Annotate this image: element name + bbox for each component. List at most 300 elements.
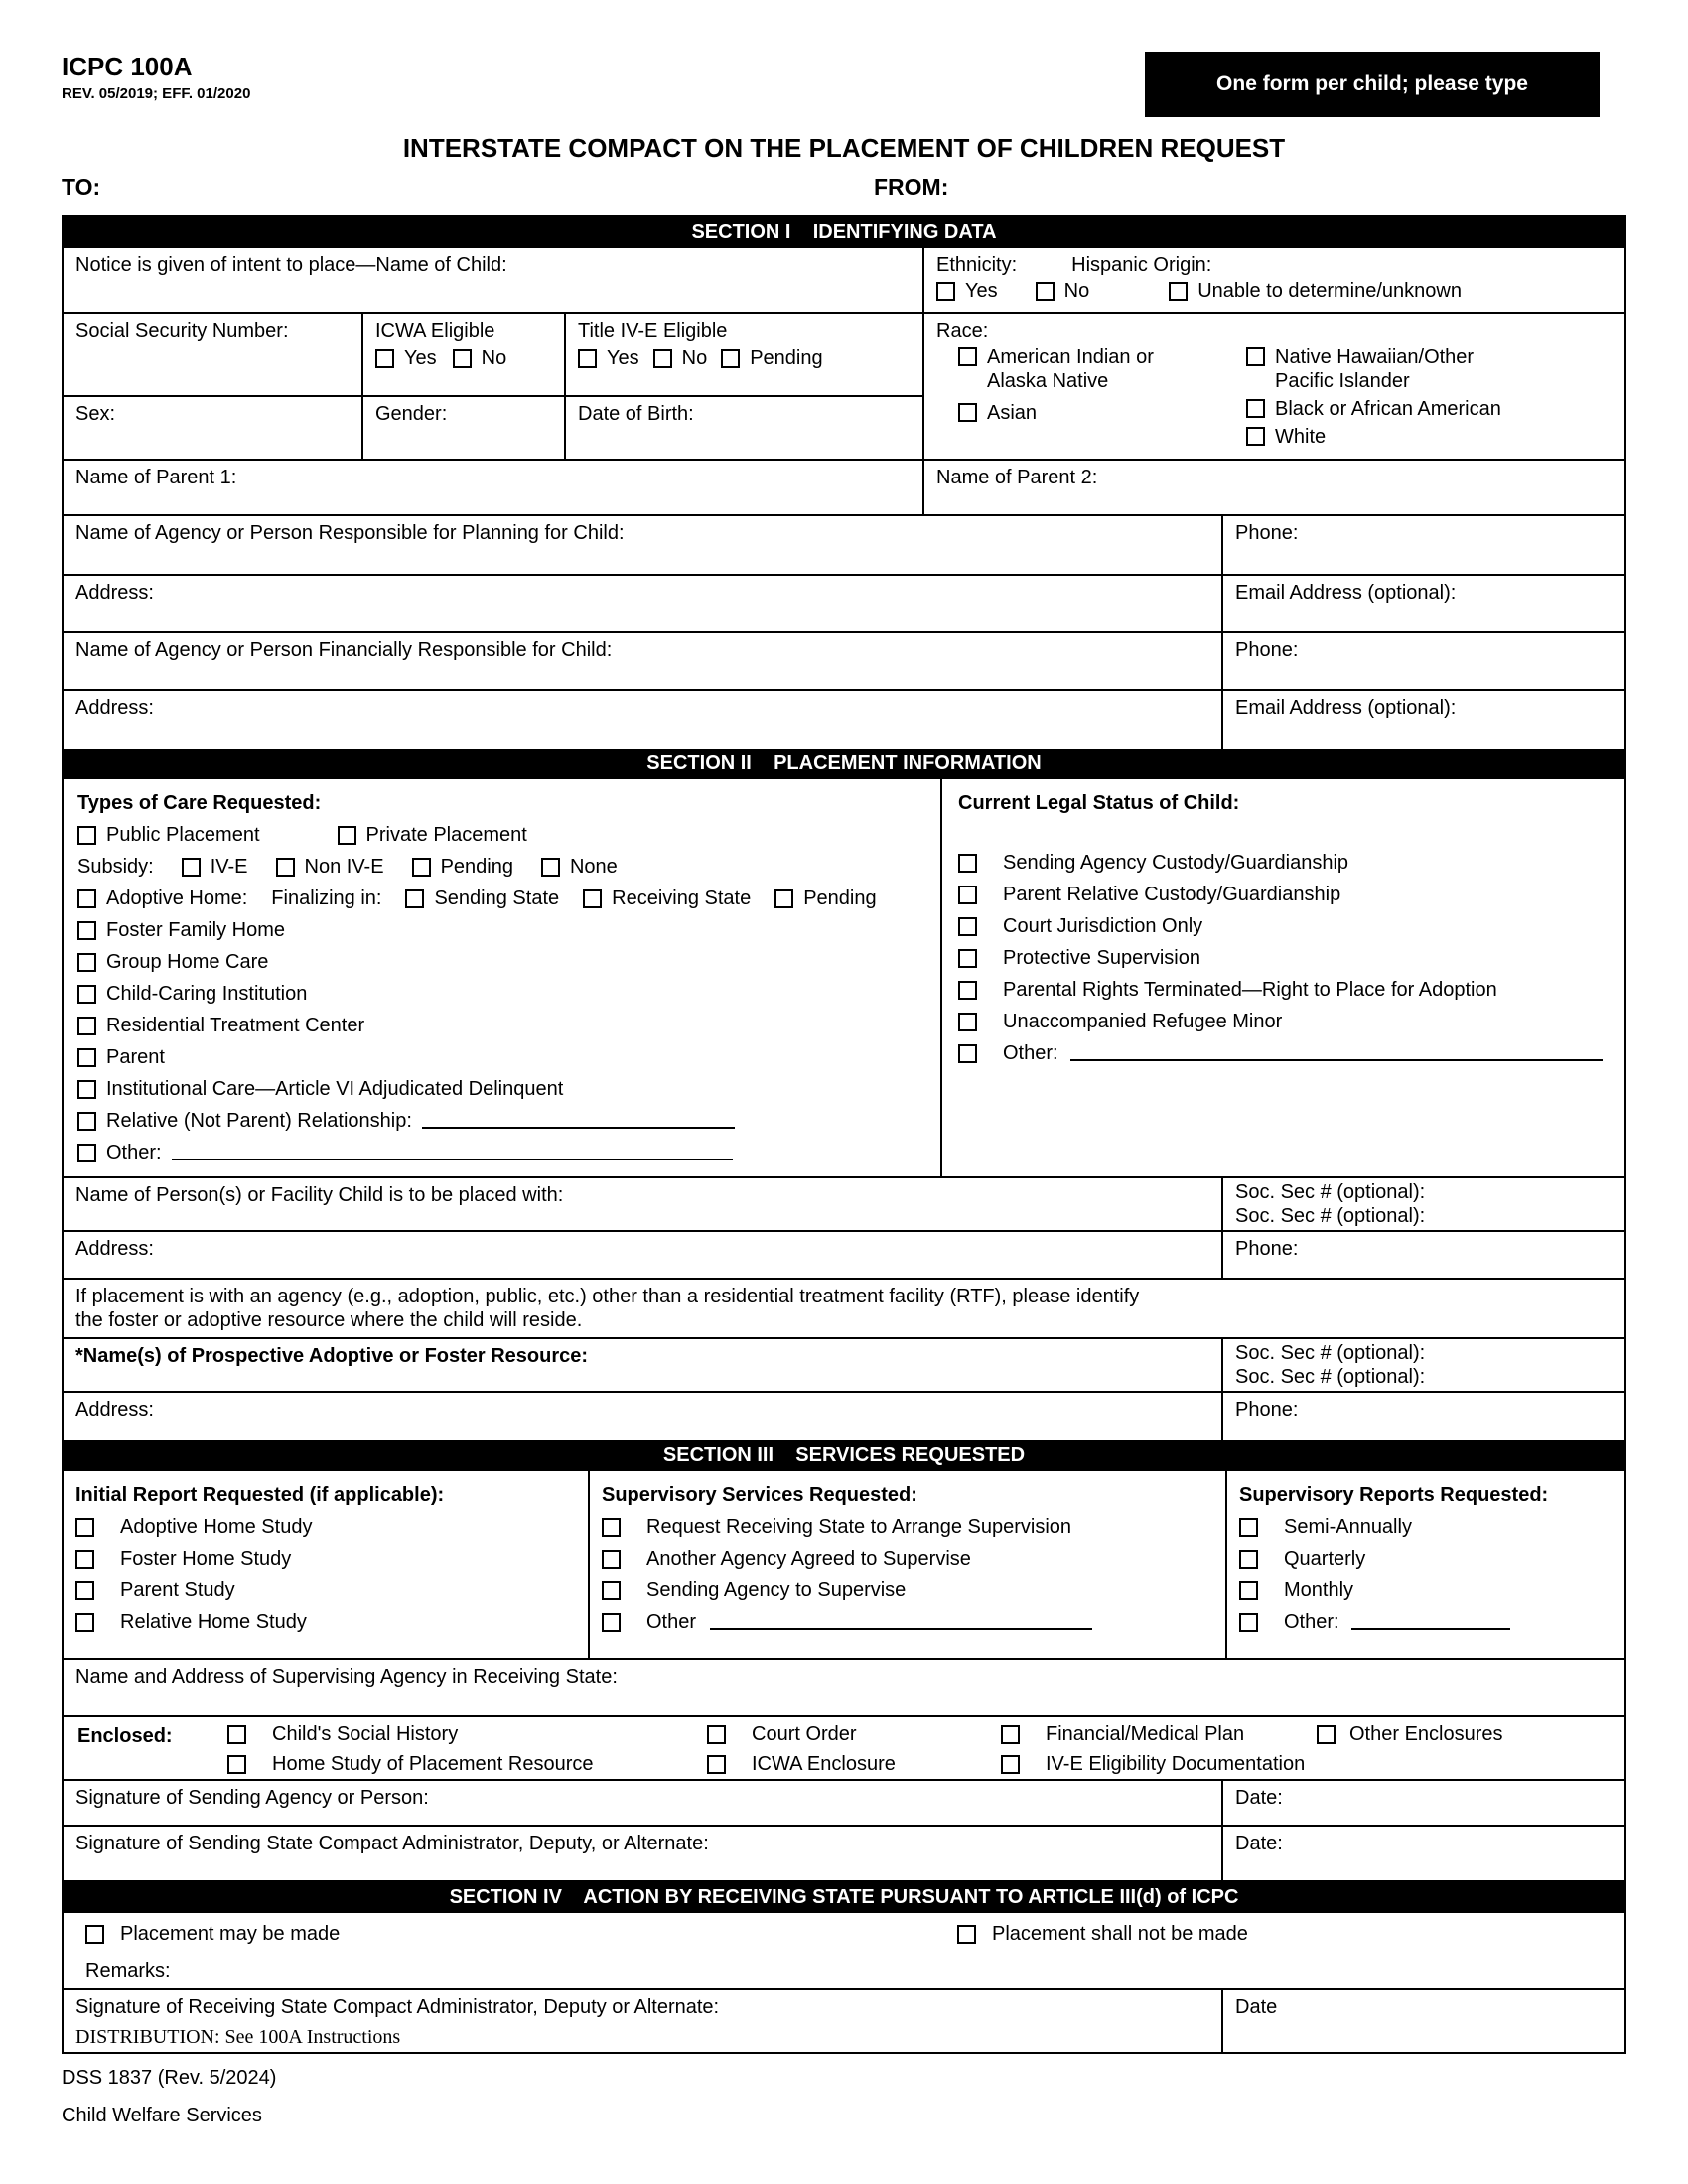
finalizing-sending-option: [405, 887, 559, 910]
placement-may-label: Placement may be made: [120, 1923, 341, 1946]
ive-no-option: [653, 346, 708, 370]
child-caring-label: Child-Caring Institution: [106, 983, 308, 1006]
placed-with-ssn-label-1: Soc. Sec # (optional):: [1235, 1181, 1426, 1204]
ive-pending-label: Pending: [750, 347, 823, 370]
parent-care-option: [77, 1045, 165, 1069]
finalizing-in-label: Finalizing in:: [271, 887, 382, 910]
legal-parent-relative-line: [958, 879, 1609, 910]
public-placement-label: Public Placement: [106, 824, 260, 847]
placement-shall-not-label: Placement shall not be made: [992, 1923, 1248, 1946]
services-other-option: [602, 1610, 696, 1634]
receiving-signature-cell[interactable]: [64, 1990, 1221, 2052]
monthly-line: [1239, 1574, 1613, 1606]
ive-documentation-label: IV-E Eligibility Documentation: [1046, 1753, 1306, 1776]
financial-agency-cell: [64, 633, 1221, 689]
foster-home-study-option: [75, 1547, 291, 1570]
ive-yes-label: Yes: [607, 347, 639, 370]
quarterly-checkbox[interactable]: [1239, 1550, 1258, 1569]
race-native-hawaiian-checkbox[interactable]: [1246, 347, 1265, 366]
initial-report-title: Initial Report Requested (if applicable):: [75, 1484, 445, 1507]
subsidy-label: Subsidy:: [77, 856, 154, 879]
financial-email-label: Email Address (optional):: [1235, 697, 1457, 720]
another-agency-line: [602, 1543, 1213, 1574]
s1-row-sex: [64, 397, 922, 459]
financial-medical-plan-label: Financial/Medical Plan: [1046, 1723, 1245, 1746]
to-label: TO:: [62, 174, 101, 201]
planning-agency-label: Name of Agency or Person Responsible for Planning for Child:: [75, 522, 625, 545]
form-table: [62, 215, 1626, 2054]
sending-agency-supervise-line: [602, 1574, 1213, 1606]
s3-row-signature-sending: [64, 1781, 1624, 1827]
parent2-cell: [922, 461, 1624, 514]
to-from-row: [62, 174, 1626, 204]
race-american-indian-checkbox[interactable]: [958, 347, 977, 366]
legal-status-list: [958, 847, 1609, 1069]
monthly-checkbox[interactable]: [1239, 1581, 1258, 1600]
section1-bar: SECTION I IDENTIFYING DATA: [64, 217, 1624, 248]
supervisory-services-col: [588, 1471, 1225, 1658]
icwa-options: [375, 342, 552, 374]
foster-family-label: Foster Family Home: [106, 919, 286, 942]
institutional-care-checkbox[interactable]: [77, 1080, 96, 1099]
relative-relationship-label: Relative (Not Parent) Relationship:: [106, 1110, 412, 1133]
s1-row-planning-address: [64, 576, 1624, 633]
supervising-agency-label: Name and Address of Supervising Agency in Receiving State:: [75, 1666, 618, 1689]
s3-services-block: [64, 1471, 1624, 1660]
subsidy-none-label: None: [569, 856, 618, 879]
social-history-option: [227, 1722, 458, 1746]
residential-treatment-line: [77, 1010, 926, 1041]
s4-row-signature: [64, 1990, 1624, 2052]
legal-sending-agency-checkbox[interactable]: [958, 854, 977, 873]
financial-medical-plan-checkbox[interactable]: [1001, 1725, 1020, 1744]
prospective-address-label: Address:: [75, 1399, 154, 1422]
s2-checkbox-block: [64, 779, 1624, 1178]
footer-form-number: DSS 1837 (Rev. 5/2024): [62, 2067, 277, 2090]
sending-signature-date-label: Date:: [1235, 1787, 1283, 1810]
race-asian-label: Asian: [987, 402, 1038, 425]
s2-row-placed-with: [64, 1178, 1624, 1232]
legal-other-label: Other:: [1003, 1042, 1058, 1065]
legal-parent-relative-option: [958, 883, 1340, 906]
financial-agency-label: Name of Agency or Person Financially Responsible for Child:: [75, 639, 613, 662]
race-black-label: Black or African American: [1275, 398, 1501, 421]
court-order-label: Court Order: [752, 1723, 857, 1746]
s2-row-prospective-address: [64, 1393, 1624, 1440]
section4-bar: SECTION IV ACTION BY RECEIVING STATE PURSUANT TO ARTICLE III(d) of ICPC: [64, 1882, 1624, 1913]
placed-with-label: Name of Person(s) or Facility Child is to be placed with:: [75, 1184, 564, 1207]
race-black-option: [1246, 397, 1613, 421]
hispanic-yes-option: [936, 279, 998, 303]
parent-study-checkbox[interactable]: [75, 1581, 94, 1600]
subsidy-none-checkbox[interactable]: [541, 858, 560, 877]
legal-rights-terminated-label: Parental Rights Terminated—Right to Place for Adoption: [1003, 979, 1497, 1002]
legal-refugee-minor-line: [958, 1006, 1609, 1037]
semi-annually-option: [1239, 1515, 1412, 1539]
section3-bar: SECTION III SERVICES REQUESTED: [64, 1440, 1624, 1471]
planning-agency-cell: [64, 516, 1221, 574]
home-study-resource-label: Home Study of Placement Resource: [272, 1753, 594, 1776]
subsidy-pending-label: Pending: [440, 856, 513, 879]
planning-phone-cell: [1221, 516, 1624, 574]
services-other-checkbox[interactable]: [602, 1613, 621, 1632]
foster-family-line: [77, 914, 926, 946]
race-white-option: [1246, 425, 1613, 449]
s1-row-financial-address: [64, 691, 1624, 749]
initial-report-col: [64, 1471, 588, 1658]
sending-agency-supervise-option: [602, 1578, 906, 1602]
foster-home-study-checkbox[interactable]: [75, 1550, 94, 1569]
placed-phone-cell: [1221, 1232, 1624, 1278]
social-history-checkbox[interactable]: [227, 1725, 246, 1744]
legal-court-jurisdiction-line: [958, 910, 1609, 942]
rtf-note-text: If placement is with an agency (e.g., adoption, public, etc.) other than a residential treatment facility (RTF), please identify the foster or adoptive resource where the child will reside.: [75, 1286, 1140, 1332]
s1-row-planning-agency: [64, 516, 1624, 576]
hispanic-no-label: No: [1063, 280, 1090, 303]
legal-refugee-minor-checkbox[interactable]: [958, 1013, 977, 1031]
legal-other-field[interactable]: [1070, 1059, 1603, 1061]
services-other-line: [602, 1606, 1213, 1638]
ive-yes-checkbox[interactable]: [578, 349, 597, 368]
enclosed-label: Enclosed:: [77, 1725, 173, 1748]
placed-with-ssn-cell: [1221, 1178, 1624, 1230]
planning-email-cell: [1221, 576, 1624, 631]
services-other-label: Other: [646, 1611, 697, 1634]
title-ive-label: Title IV-E Eligible: [578, 320, 728, 342]
parent1-cell: [64, 461, 922, 514]
legal-protective-supervision-label: Protective Supervision: [1003, 947, 1200, 970]
icwa-no-option: [453, 346, 507, 370]
hispanic-yes-label: Yes: [965, 280, 998, 303]
legal-refugee-minor-option: [958, 1010, 1282, 1033]
reports-other-option: [1239, 1610, 1339, 1634]
sending-signature-cell[interactable]: [64, 1781, 1221, 1825]
other-enclosures-checkbox[interactable]: [1317, 1725, 1336, 1744]
court-order-option: [707, 1722, 857, 1746]
ethnicity-label: Ethnicity:: [936, 254, 1018, 277]
financial-address-label: Address:: [75, 697, 154, 720]
placed-address-label: Address:: [75, 1238, 154, 1261]
adoptive-home-study-line: [75, 1511, 576, 1543]
subsidy-ive-option: [182, 855, 248, 879]
race-columns: [936, 345, 1613, 449]
sex-cell: [64, 397, 361, 459]
planning-email-label: Email Address (optional):: [1235, 582, 1457, 605]
legal-court-jurisdiction-checkbox[interactable]: [958, 917, 977, 936]
form-title: INTERSTATE COMPACT ON THE PLACEMENT OF CHILDREN REQUEST: [402, 133, 1286, 163]
sex-label: Sex:: [75, 403, 116, 426]
legal-protective-supervision-option: [958, 946, 1200, 970]
financial-phone-label: Phone:: [1235, 639, 1299, 662]
another-agency-checkbox[interactable]: [602, 1550, 621, 1569]
prospective-ssn-cell: [1221, 1339, 1624, 1391]
prospective-phone-cell: [1221, 1393, 1624, 1440]
finalizing-sending-label: Sending State: [434, 887, 560, 910]
prospective-ssn-label-1: Soc. Sec # (optional):: [1235, 1342, 1426, 1365]
icwa-no-checkbox[interactable]: [453, 349, 472, 368]
financial-address-cell: [64, 691, 1221, 749]
admin-signature-date-label: Date:: [1235, 1833, 1283, 1855]
subsidy-non-ive-label: Non IV-E: [304, 856, 384, 879]
placed-address-cell: [64, 1232, 1221, 1278]
another-agency-option: [602, 1547, 971, 1570]
reports-other-checkbox[interactable]: [1239, 1613, 1258, 1632]
subsidy-ive-checkbox[interactable]: [182, 858, 201, 877]
icwa-enclosure-option: [707, 1752, 896, 1776]
legal-status-col: [940, 779, 1624, 1176]
group-home-option: [77, 950, 268, 974]
legal-protective-supervision-checkbox[interactable]: [958, 949, 977, 968]
child-caring-line: [77, 978, 926, 1010]
sending-agency-supervise-checkbox[interactable]: [602, 1581, 621, 1600]
subsidy-pending-checkbox[interactable]: [412, 858, 431, 877]
placed-with-ssn-label-2: Soc. Sec # (optional):: [1235, 1205, 1426, 1228]
adoptive-home-study-label: Adoptive Home Study: [120, 1516, 313, 1539]
s3-row-signature-admin: [64, 1827, 1624, 1882]
race-black-checkbox[interactable]: [1246, 399, 1265, 418]
hispanic-no-checkbox[interactable]: [1036, 282, 1055, 301]
legal-rights-terminated-line: [958, 974, 1609, 1006]
private-placement-checkbox[interactable]: [338, 826, 356, 845]
subsidy-non-ive-checkbox[interactable]: [276, 858, 295, 877]
remarks-label: Remarks:: [85, 1960, 171, 1982]
race-label: Race:: [936, 320, 989, 342]
child-caring-option: [77, 982, 307, 1006]
arrange-supervision-checkbox[interactable]: [602, 1518, 621, 1537]
enclosed-row: [64, 1717, 1624, 1781]
admin-signature-label: Signature of Sending State Compact Administrator, Deputy, or Alternate:: [75, 1833, 709, 1855]
residential-treatment-label: Residential Treatment Center: [106, 1015, 365, 1037]
care-other-checkbox[interactable]: [77, 1144, 96, 1162]
s1-top-block: [64, 248, 1624, 461]
legal-refugee-minor-label: Unaccompanied Refugee Minor: [1003, 1011, 1283, 1033]
services-other-field[interactable]: [710, 1628, 1092, 1630]
legal-other-checkbox[interactable]: [958, 1044, 977, 1063]
foster-home-study-line: [75, 1543, 576, 1574]
adoptive-home-study-option: [75, 1515, 312, 1539]
relative-relationship-field[interactable]: [422, 1127, 735, 1129]
institutional-care-label: Institutional Care—Article VI Adjudicated Delinquent: [106, 1078, 564, 1101]
ive-documentation-checkbox[interactable]: [1001, 1755, 1020, 1774]
adoptive-home-checkbox[interactable]: [77, 889, 96, 908]
group-home-checkbox[interactable]: [77, 953, 96, 972]
care-other-option: [77, 1141, 162, 1164]
financial-phone-cell: [1221, 633, 1624, 689]
icwa-yes-checkbox[interactable]: [375, 349, 394, 368]
placement-may-option: [85, 1922, 340, 1946]
child-caring-checkbox[interactable]: [77, 985, 96, 1004]
placement-may-checkbox[interactable]: [85, 1925, 104, 1944]
prospective-phone-label: Phone:: [1235, 1399, 1299, 1422]
parent-care-checkbox[interactable]: [77, 1048, 96, 1067]
placed-with-cell: [64, 1178, 1221, 1230]
private-placement-label: Private Placement: [365, 824, 527, 847]
financial-medical-plan-option: [1001, 1722, 1244, 1746]
legal-parent-relative-checkbox[interactable]: [958, 886, 977, 904]
icwa-cell: [361, 314, 564, 395]
finalizing-pending-checkbox[interactable]: [774, 889, 793, 908]
private-placement-option: [338, 823, 527, 847]
legal-other-line: [958, 1037, 1609, 1069]
monthly-label: Monthly: [1284, 1579, 1354, 1602]
finalizing-pending-label: Pending: [803, 887, 877, 910]
ive-no-checkbox[interactable]: [653, 349, 672, 368]
prospective-resource-label: *Name(s) of Prospective Adoptive or Foster Resource:: [75, 1345, 589, 1368]
types-of-care-title: Types of Care Requested:: [77, 792, 322, 815]
from-label: FROM:: [874, 174, 949, 201]
quarterly-option: [1239, 1547, 1365, 1570]
s2-row-placed-address: [64, 1232, 1624, 1280]
race-white-checkbox[interactable]: [1246, 427, 1265, 446]
legal-sending-agency-option: [958, 851, 1348, 875]
supervising-agency-cell: [64, 1660, 1624, 1717]
adoptive-home-study-checkbox[interactable]: [75, 1518, 94, 1537]
semi-annually-label: Semi-Annually: [1284, 1516, 1412, 1539]
reports-other-field[interactable]: [1351, 1628, 1510, 1630]
hispanic-options: [936, 277, 1613, 305]
subsidy-none-option: [541, 855, 618, 879]
race-american-indian-label: American Indian or Alaska Native: [987, 346, 1154, 393]
legal-status-title: Current Legal Status of Child:: [958, 792, 1240, 815]
relative-relationship-option: [77, 1109, 412, 1133]
s1-row-financial-agency: [64, 633, 1624, 691]
semi-annually-checkbox[interactable]: [1239, 1518, 1258, 1537]
gender-cell: [361, 397, 564, 459]
reports-other-line: [1239, 1606, 1613, 1638]
relative-relationship-checkbox[interactable]: [77, 1112, 96, 1131]
public-placement-checkbox[interactable]: [77, 826, 96, 845]
race-col-2: [1246, 345, 1613, 449]
distribution-note: DISTRIBUTION: See 100A Instructions: [75, 2026, 401, 2049]
legal-parent-relative-label: Parent Relative Custody/Guardianship: [1003, 884, 1341, 906]
finalizing-sending-checkbox[interactable]: [405, 889, 424, 908]
arrange-supervision-option: [602, 1515, 1071, 1539]
admin-signature-cell[interactable]: [64, 1827, 1221, 1880]
relative-home-study-option: [75, 1610, 307, 1634]
legal-sending-agency-label: Sending Agency Custody/Guardianship: [1003, 852, 1349, 875]
finalizing-receiving-checkbox[interactable]: [583, 889, 602, 908]
legal-rights-terminated-checkbox[interactable]: [958, 981, 977, 1000]
icwa-yes-label: Yes: [404, 347, 437, 370]
intent-to-place-label: Notice is given of intent to place—Name of Child:: [75, 254, 507, 277]
adoptive-home-line: [77, 883, 926, 914]
parent-care-label: Parent: [106, 1046, 165, 1069]
receiving-signature-date-cell[interactable]: [1221, 1990, 1624, 2052]
hispanic-yes-checkbox[interactable]: [936, 282, 955, 301]
foster-home-study-label: Foster Home Study: [120, 1548, 292, 1570]
admin-signature-date-cell[interactable]: [1221, 1827, 1624, 1880]
residential-treatment-option: [77, 1014, 364, 1037]
ssn-cell: [64, 314, 361, 395]
relative-home-study-label: Relative Home Study: [120, 1611, 307, 1634]
placement-shall-not-checkbox[interactable]: [957, 1925, 976, 1944]
quarterly-line: [1239, 1543, 1613, 1574]
race-cell: [924, 314, 1624, 459]
receiving-signature-date-label: Date: [1235, 1996, 1278, 2019]
foster-family-checkbox[interactable]: [77, 921, 96, 940]
rtf-note-cell: [64, 1280, 1624, 1339]
icwa-label: ICWA Eligible: [375, 320, 495, 342]
race-asian-checkbox[interactable]: [958, 403, 977, 422]
ive-documentation-option: [1001, 1752, 1305, 1776]
icwa-enclosure-checkbox[interactable]: [707, 1755, 726, 1774]
race-american-indian-option: [958, 345, 1246, 393]
s4-placement-row: [64, 1913, 1624, 1990]
s1-right-col: [922, 248, 1624, 459]
race-native-hawaiian-label: Native Hawaiian/Other Pacific Islander: [1275, 346, 1475, 393]
legal-court-jurisdiction-label: Court Jurisdiction Only: [1003, 915, 1203, 938]
prospective-resource-cell: [64, 1339, 1221, 1391]
adoptive-home-label: Adoptive Home:: [106, 887, 248, 910]
finalizing-pending-option: [774, 887, 876, 910]
financial-email-cell: [1221, 691, 1624, 749]
subsidy-non-ive-option: [276, 855, 384, 879]
court-order-checkbox[interactable]: [707, 1725, 726, 1744]
subsidy-ive-label: IV-E: [210, 856, 248, 879]
dob-cell: [564, 397, 922, 459]
icwa-yes-option: [375, 346, 437, 370]
gender-label: Gender:: [375, 403, 448, 426]
hispanic-unknown-option: [1169, 279, 1462, 303]
arrange-supervision-label: Request Receiving State to Arrange Supervision: [646, 1516, 1072, 1539]
subsidy-line: [77, 851, 926, 883]
section2-bar: SECTION II PLACEMENT INFORMATION: [64, 749, 1624, 779]
parent-study-line: [75, 1574, 576, 1606]
icwa-no-label: No: [481, 347, 507, 370]
sending-signature-date-cell[interactable]: [1221, 1781, 1624, 1825]
hispanic-unknown-checkbox[interactable]: [1169, 282, 1188, 301]
relative-home-study-checkbox[interactable]: [75, 1613, 94, 1632]
child-name-cell: [64, 248, 922, 314]
footer-department: Child Welfare Services: [62, 2105, 262, 2127]
other-enclosures-option: [1317, 1722, 1503, 1746]
institutional-care-line: [77, 1073, 926, 1105]
form-id-block: [62, 52, 250, 103]
placed-phone-label: Phone:: [1235, 1238, 1299, 1261]
receiving-signature-label: Signature of Receiving State Compact Administrator, Deputy or Alternate:: [75, 1996, 720, 2019]
ive-pending-checkbox[interactable]: [721, 349, 740, 368]
parent-study-label: Parent Study: [120, 1579, 235, 1602]
relative-home-study-line: [75, 1606, 576, 1638]
ive-pending-option: [721, 346, 822, 370]
hispanic-unknown-label: Unable to determine/unknown: [1197, 280, 1462, 303]
notice-box: One form per child; please type: [1145, 52, 1600, 117]
s1-left-col: [64, 248, 922, 459]
arrange-supervision-line: [602, 1511, 1213, 1543]
foster-family-option: [77, 918, 285, 942]
prospective-ssn-label-2: Soc. Sec # (optional):: [1235, 1366, 1426, 1389]
race-col-1: [958, 345, 1246, 449]
residential-treatment-checkbox[interactable]: [77, 1017, 96, 1035]
ssn-label: Social Security Number:: [75, 320, 289, 342]
form-revision: REV. 05/2019; EFF. 01/2020: [62, 85, 251, 103]
care-other-field[interactable]: [172, 1159, 733, 1160]
s1-row-eligibility: [64, 314, 922, 397]
planning-phone-label: Phone:: [1235, 522, 1299, 545]
home-study-resource-checkbox[interactable]: [227, 1755, 246, 1774]
form-header: [62, 52, 1626, 117]
parent1-label: Name of Parent 1:: [75, 467, 237, 489]
supervisory-services-title: Supervisory Services Requested:: [602, 1484, 917, 1507]
subsidy-pending-option: [412, 855, 513, 879]
legal-protective-supervision-line: [958, 942, 1609, 974]
quarterly-label: Quarterly: [1284, 1548, 1366, 1570]
ethnicity-cell: [924, 248, 1624, 314]
types-of-care-col: [64, 779, 940, 1176]
relative-relationship-line: [77, 1105, 926, 1137]
another-agency-label: Another Agency Agreed to Supervise: [646, 1548, 971, 1570]
placement-shall-not-option: [957, 1922, 1248, 1946]
